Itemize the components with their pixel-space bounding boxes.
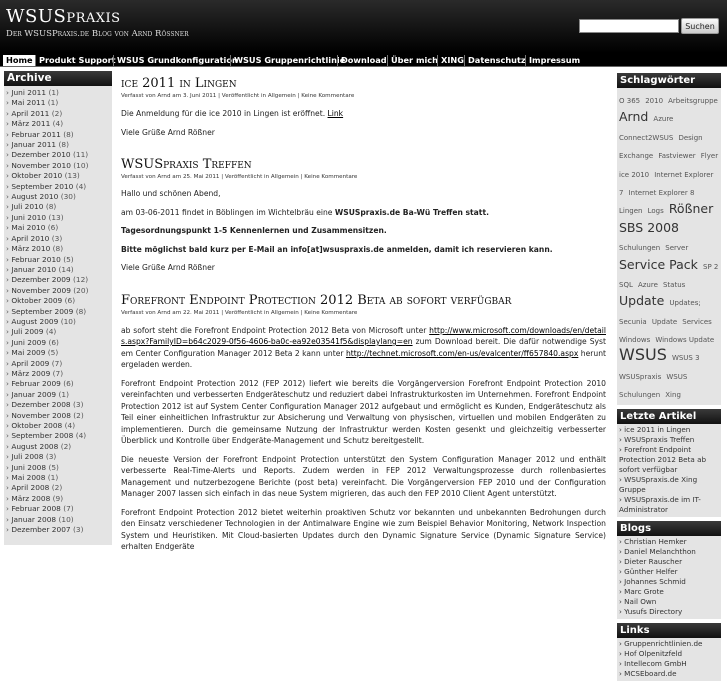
links-item[interactable]: › Hof Olpenitzfeld [619,648,683,658]
archive-link[interactable]: Dezember 2008 [11,400,71,410]
archive-item: › Juli 2010 (8) [6,202,57,212]
archive-item: › Dezember 2010 (11) [6,150,89,160]
post-paragraph: Die neueste Version der Forefront Endpoint Protection unterstützt den System Configuration Manager 2012 und enthält verbesserte Real-Time-Alerts und Reports. Zudem werden in FEP 2012 Verwaltungsprozesse durch rollenbasiertes Management und nutzerbezogene Berichte (post beta) vereinfacht. Die Vorgängerversion FEP 2010 und der Configuration Manager 2007 lassen sich einfach in das neue System migrieren, das auch den FEP 2010 Client Agent unterstützt. [121,454,606,498]
archive-link[interactable]: September 2009 [11,306,74,316]
archive-count: (4) [75,181,87,191]
blogs-item-label: Nail Own [624,596,657,606]
tag-link[interactable]: Lingen [619,207,643,216]
archive-item: › März 2009 (7) [6,368,64,378]
recent-posts-heading: Letzte Artikel [617,409,721,424]
archive-link[interactable]: Dezember 2010 [11,150,71,160]
archive-count: (8) [63,129,74,139]
archive-item: › April 2011 (2) [6,108,63,118]
archive-link[interactable]: März 2011 [11,119,51,129]
post-link[interactable]: Link [327,109,344,118]
archive-count: (1) [58,389,69,399]
archive-count: (3) [72,400,84,410]
tag-link[interactable]: Xing [665,391,681,400]
archive-item: › Dezember 2008 (3) [6,400,84,410]
archive-item: › Juni 2011 (1) [6,88,59,97]
links-item[interactable]: › Gruppenrichtlinien.de [619,638,703,648]
recent-item[interactable]: › WSUSpraxis.de im IT-Administrator [619,494,701,514]
search-button[interactable]: Suchen [681,18,719,34]
blogs-item[interactable]: › Yusufs Directory [619,606,683,616]
blogs-item-label: Christian Hemker [624,536,687,546]
archive-count: (5) [48,462,59,472]
archive-count: (6) [47,223,59,233]
archive-link[interactable]: Februar 2009 [11,379,61,389]
archive-count: (6) [48,337,59,347]
archive-item: › Mai 2010 (6) [6,223,59,233]
post-signature: Viele Grüße Arnd Rößner [121,127,215,137]
post-meta: Verfasst von Arnd am 22. Mai 2011 | Veröffentlicht in Allgemein | Keine Kommentare [121,309,358,316]
archive-link[interactable]: März 2009 [11,368,51,378]
tag-link[interactable]: Azure [653,115,674,124]
recent-item-label: WSUSpraxis.de Xing Gruppe [619,474,698,494]
archive-item: › August 2009 (10) [6,316,76,326]
archive-link[interactable]: August 2010 [11,192,59,202]
archive-link[interactable]: Februar 2010 [11,254,61,264]
archive-item: › Januar 2009 (1) [6,389,69,399]
archive-item: › Februar 2010 (5) [6,254,74,264]
archive-item: › Mai 2009 (5) [6,348,59,358]
blogs-item[interactable]: › Johannes Schmid [619,576,686,586]
archive-count: (4) [75,431,87,441]
links-item-label: Intellecom GmbH [624,658,687,668]
archive-link[interactable]: Juli 2010 [11,202,44,212]
post-meta: Verfasst von Arnd am 25. Mai 2011 | Veröffentlicht in Allgemein | Keine Kommentare [121,174,358,180]
post [121,293,606,553]
archive-count: (13) [48,212,64,222]
archive-count: (8) [75,306,87,316]
tag-link[interactable]: WSUS 3 [671,354,700,363]
tag-link[interactable]: ice 2010 [619,170,650,179]
archive-count: (4) [52,119,64,129]
tag-link[interactable]: SBS 2008 [619,219,680,235]
blogs-item-label: Marc Grote [624,586,664,596]
archive-link[interactable]: Dezember 2009 [11,275,71,285]
archive-count: (8) [45,202,57,212]
archive-count: (3) [45,452,57,462]
archive-link[interactable]: März 2008 [11,493,51,503]
archive-count: (30) [60,192,76,202]
archive-item: › Januar 2011 (8) [6,140,69,150]
archive-link[interactable]: November 2010 [11,160,71,170]
recent-item[interactable]: › WSUSpraxis.de Xing Gruppe [619,474,698,494]
archive-item: › September 2010 (4) [6,181,87,191]
archive-link[interactable]: September 2010 [11,181,74,191]
tag-link[interactable]: Flyer [700,152,719,161]
recent-item-label: Forefront Endpoint Protection 2012 Beta ab sofort verfügbar [619,444,707,474]
archive-link[interactable]: Mai 2008 [11,473,46,483]
tag-link[interactable]: Fastviewer [658,152,696,161]
archive-count: (2) [51,108,63,118]
blogs-item-label: Dieter Rauscher [624,556,683,566]
tags-widget [617,73,721,405]
archive-link[interactable]: Oktober 2010 [11,171,63,181]
archive-link[interactable]: Januar 2009 [11,389,57,399]
archive-count: (8) [58,140,69,150]
left-sidebar [4,71,112,545]
archive-item: › März 2008 (9) [6,493,64,503]
post-paragraph [121,108,606,120]
site-description: Der WSUSPraxis.de Blog von Arnd Rößner [6,29,189,39]
tag-link[interactable]: Status [662,280,686,289]
nav-item-wsus-gruppenrichtlinie[interactable]: WSUS Gruppenrichtlinie [230,55,348,66]
archive-item: › September 2008 (4) [6,431,87,441]
paragraph-text: Die Anmeldung für die ice 2010 in Lingen ist eröffnet. [121,109,328,118]
archive-link[interactable]: Januar 2010 [11,264,57,274]
archive-count: (10) [58,514,74,524]
blogs-item-label: Günther Helfer [624,566,678,576]
blogs-item[interactable]: › Nail Own [619,596,657,606]
blogs-list [617,536,721,619]
archive-item: › Juni 2009 (6) [6,337,59,347]
archive-link[interactable]: August 2008 [11,441,59,451]
nav-item-impressum[interactable]: Impressum [525,55,583,66]
archive-link[interactable]: November 2008 [11,410,71,420]
tag-link[interactable]: Secunia [619,317,647,326]
archive-link[interactable]: Februar 2011 [11,129,61,139]
archive-list [4,86,112,535]
tag-link[interactable]: Update [619,293,665,309]
archive-item: › Oktober 2009 (6) [6,296,76,306]
archive-count: (1) [47,473,59,483]
archive-count: (7) [63,504,74,514]
links-widget [617,623,721,681]
tag-link[interactable]: SP 2 [703,262,719,271]
main-navigation [0,53,727,67]
nav-item-produkt-support[interactable]: Produkt Support [35,55,119,66]
blogs-item[interactable]: › Marc Grote [619,586,664,596]
archive-item: › April 2009 (7) [6,358,63,368]
archive-item: › Juni 2008 (5) [6,462,59,472]
archive-item: › Juli 2008 (3) [6,452,57,462]
archive-link[interactable]: Mai 2010 [11,223,46,233]
recent-item[interactable]: › WSUSpraxis Treffen [619,434,695,444]
links-list [617,638,721,681]
archive-link[interactable]: Oktober 2009 [11,296,63,306]
archive-count: (2) [51,483,63,493]
archive-item: › Januar 2008 (10) [6,514,74,524]
post-meta: Verfasst von Arnd am 3. Juni 2011 | Veröffentlicht in Allgemein | Keine Kommentare [121,93,355,99]
tags-heading: Schlagwörter [617,73,721,88]
archive-count: (10) [60,316,76,326]
recent-item-label: WSUSpraxis Treffen [624,434,695,444]
archive-link[interactable]: Mai 2009 [11,348,46,358]
nav-item-datenschutz[interactable]: Datenschutz [464,55,529,66]
recent-item[interactable]: › Forefront Endpoint Protection 2012 Beta ab sofort verfügbar [619,444,707,474]
tag-link[interactable]: Logs [647,207,664,216]
tag-link[interactable]: Services [682,317,712,326]
archive-item: › November 2008 (2) [6,410,84,420]
archive-item: › Februar 2009 (6) [6,379,74,389]
tag-link[interactable]: Exchange [619,152,654,161]
tag-link[interactable]: Arbeitsgruppe [668,97,718,105]
archive-item: › November 2010 (10) [6,160,89,170]
links-item[interactable]: › Intellecom GmbH [619,658,687,668]
archive-item: › September 2009 (8) [6,306,87,316]
archive-item: › Oktober 2008 (4) [6,421,76,430]
post-body [121,325,606,553]
archive-item: › März 2010 (8) [6,244,64,254]
archive-link[interactable]: Juni 2008 [11,462,47,472]
archive-link[interactable]: März 2010 [11,244,51,254]
archive-count: (8) [52,244,64,254]
archive-link[interactable]: April 2011 [11,108,50,118]
archive-link[interactable]: Januar 2008 [11,514,57,524]
archive-count: (7) [52,368,64,378]
archive-link[interactable]: Februar 2008 [11,504,61,514]
post-paragraph: Forefront Endpoint Protection 2012 (FEP 2012) liefert wie bereits die Vorgängerversion Forefront Endpoint Protection 2010 vereinfachten und verbesserten Endgeräteschutz und reduziert dabei Infrastrukturkosten im Unternehmen. Forefront Endpoint Protection 2012 ist auf System Center Configuration Manager 2012 aufgebaut und ermöglicht es Kunden, Endgeräteschutz als Teil einer einheitlichen Infrastruktur zur Absicherung und Verwaltung von physischen, virtuellen und mobilen Endgeräten zu implementieren. Durch die gemeinsame Nutzung der Infrastruktur werden Kosten gesenkt und gleichzeitig verbesserter Überblick und Kontrolle über Endgeräte-Management und Schutz bereitgestellt. [121,378,606,445]
recent-posts-list [617,424,721,517]
paragraph-text: ab sofort steht die Forefront Endpoint Protection 2012 Beta von Microsoft unter [121,325,430,335]
archive-count: (6) [64,296,76,306]
archive-link[interactable]: Mai 2011 [11,98,46,108]
archive-count: (2) [73,410,84,420]
archive-count: (3) [51,233,63,243]
archive-count: (10) [73,160,89,170]
tag-link[interactable]: WSUSpraxis [619,372,662,381]
blogs-item-label: Johannes Schmid [624,576,686,586]
archive-item: › Mai 2011 (1) [6,98,59,108]
archive-link[interactable]: Juni 2009 [11,337,47,347]
archive-item: › Januar 2010 (14) [6,264,74,274]
tag-link[interactable]: Connect2WSUS [619,133,674,142]
links-heading: Links [617,623,721,638]
tag-link[interactable]: Schulungen [619,244,661,253]
tag-link[interactable]: Internet Explorer 8 [628,188,695,197]
archive-count: (5) [63,254,74,264]
archive-link[interactable]: September 2008 [11,431,74,441]
nav-item-download[interactable]: Download [337,55,390,66]
archive-item: › Februar 2011 (8) [6,129,74,139]
tag-link[interactable]: WSUS Schulungen [619,372,688,400]
post-paragraph: Hallo und schönen Abend, [121,189,221,198]
nav-item-wsus-grundkonfiguration[interactable]: WSUS Grundkonfiguration [113,55,241,66]
archive-count: (5) [47,348,59,358]
archive-link[interactable]: November 2009 [11,285,71,295]
search-input[interactable] [579,19,679,33]
post [121,157,606,274]
tag-link[interactable]: O 365 [619,97,641,105]
paragraph-text: zum Download bereit. Die dafür notwendige System Center Configuration Manager 2012 Beta 2 kann unter [121,337,606,358]
tag-link[interactable]: Arnd [619,109,649,125]
archive-link[interactable]: Juli 2008 [11,452,44,462]
recent-item[interactable]: › ice 2011 in Lingen [619,424,691,434]
archive-link[interactable]: Juni 2010 [11,212,47,222]
archive-item: › August 2010 (30) [6,192,76,202]
archive-item: › Juli 2009 (4) [6,327,57,337]
post-paragraph [121,325,606,371]
tag-link[interactable]: Internet Explorer 7 [619,170,714,197]
archive-item: › November 2009 (20) [6,285,89,295]
archive-item: › Oktober 2010 (13) [6,171,80,181]
links-item-label: Hof Olpenitzfeld [624,648,683,658]
archive-count: (1) [47,98,59,108]
paragraph-bold: WSUSpraxis.de Ba-Wü Treffen statt. [334,207,489,217]
archive-count: (9) [52,493,64,503]
tag-link[interactable]: 2010 [645,97,664,105]
tag-link[interactable]: Windows Update [655,336,715,345]
archive-count: (4) [64,421,76,430]
archive-link[interactable]: April 2008 [11,483,50,493]
post-title[interactable]: Forefront Endpoint Protection 2012 Beta ab sofort verfügbar [121,292,512,308]
post-link[interactable]: http://www.microsoft.com/downloads/en/details.aspx?FamilyID=b64c2029-0f56-4606-ba0c-ea92e03541f5&displaylang=en [121,325,606,346]
archive-item: › Mai 2008 (1) [6,473,59,483]
archive-count: (2) [60,441,72,451]
tag-link[interactable]: SQL [619,280,633,289]
archive-item: › Dezember 2007 (3) [6,525,84,535]
blogs-item-label: Yusufs Directory [624,606,683,616]
archive-count: (7) [51,358,63,368]
archive-link[interactable]: August 2009 [11,316,59,326]
tag-cloud [617,88,721,405]
archive-link[interactable]: Januar 2011 [11,140,57,150]
archive-item: › Juni 2010 (13) [6,212,64,222]
post-paragraph [121,207,606,219]
post-signature: Viele Grüße Arnd Rößner [121,263,215,272]
blogs-item[interactable]: › Daniel Melanchthon [619,546,696,556]
archive-count: (12) [72,275,89,285]
archive-count: (3) [72,525,84,535]
blogs-item[interactable]: › Christian Hemker [619,536,687,546]
post-paragraph: Forefront Endpoint Protection 2012 bietet weiterhin proaktiven Schutz vor bekannten und unbekannten Bedrohungen durch den Einsatz verschiedener Technologien in der Antimalware Engine wie zum Beispiel Behavior Monitoring, Network Inspection System und Heuristiken. Mit Cloud-basierten Updates durch den Dynamic Signature Service (Dynamic Signature Service) erhalten Endgeräte [121,507,606,551]
post-title[interactable]: WSUSpraxis Treffen [121,157,252,172]
tag-link[interactable]: Rößner [668,201,714,217]
recent-posts-widget [617,409,721,517]
post-link[interactable]: http://technet.microsoft.com/en-us/evalcenter/ff657840.aspx [345,348,579,358]
paragraph-text: am 03-06-2011 findet in Böblingen im Wichtelbräu eine [121,207,335,217]
archive-heading: Archive [4,71,112,86]
archive-link[interactable]: Juni 2011 [11,88,47,97]
blogs-item-label: Daniel Melanchthon [624,546,696,556]
nav-item-home[interactable]: Home [3,55,36,66]
archive-count: (1) [48,88,59,97]
tag-link[interactable]: Updates; [669,299,701,308]
archive-count: (13) [64,171,80,181]
blogs-item[interactable]: › Dieter Rauscher [619,556,683,566]
archive-link[interactable]: April 2009 [11,358,50,368]
archive-item: › August 2008 (2) [6,441,72,451]
archive-link[interactable]: April 2010 [11,233,50,243]
site-header [0,0,727,53]
links-item[interactable]: › MCSEboard.de [619,668,677,678]
post [121,76,606,138]
links-item-label: Gruppenrichtlinien.de [624,638,703,648]
archive-count: (11) [72,150,89,160]
paragraph-text: heruntergeladen werden. [121,348,607,369]
archive-item: › April 2008 (2) [6,483,63,493]
blogs-heading: Blogs [617,521,721,536]
archive-count: (4) [45,327,57,337]
blogs-item[interactable]: › Günther Helfer [619,566,678,576]
site-title[interactable]: WSUSpraxis [6,6,121,27]
archive-count: (14) [58,264,74,274]
archive-item: › Februar 2008 (7) [6,504,74,514]
archive-count: (20) [73,285,89,295]
archive-item: › April 2010 (3) [6,233,63,243]
archive-link[interactable]: Oktober 2008 [11,421,63,430]
tag-link[interactable]: Update [651,317,678,326]
blogs-widget [617,521,721,619]
post-paragraph: Tagesordnungspunkt 1-5 Kennenlernen und Zusammensitzen. [121,226,387,235]
post-body [121,188,606,274]
nav-item-xing[interactable]: XING [437,55,467,66]
recent-item-label: ice 2011 in Lingen [624,424,691,434]
archive-link[interactable]: Juli 2009 [11,327,44,337]
archive-count: (6) [63,379,74,389]
archive-item: › März 2011 (4) [6,119,64,129]
tag-link[interactable]: Windows [619,336,651,345]
archive-item: › Dezember 2009 (12) [6,275,89,285]
tag-link[interactable]: Server [665,244,689,253]
post-paragraph: Bitte möglichst bald kurz per E-Mail an info[at]wsuspraxis.de anmelden, damit ich reservieren kann. [121,244,553,254]
tag-link[interactable]: Service Pack [619,256,698,272]
main-content [121,76,607,551]
nav-item-ueber-mich[interactable]: Über mich [387,55,441,66]
links-item-label: MCSEboard.de [624,668,677,678]
archive-link[interactable]: Dezember 2007 [11,525,71,535]
tag-link[interactable]: Design [678,133,703,142]
post-body [121,108,606,138]
recent-item-label: WSUSpraxis.de im IT-Administrator [619,494,701,514]
tag-link[interactable]: Azure [637,280,658,289]
right-sidebar [617,73,721,678]
tag-link[interactable]: WSUS [619,345,667,365]
post-title[interactable]: ice 2011 in Lingen [121,76,237,91]
